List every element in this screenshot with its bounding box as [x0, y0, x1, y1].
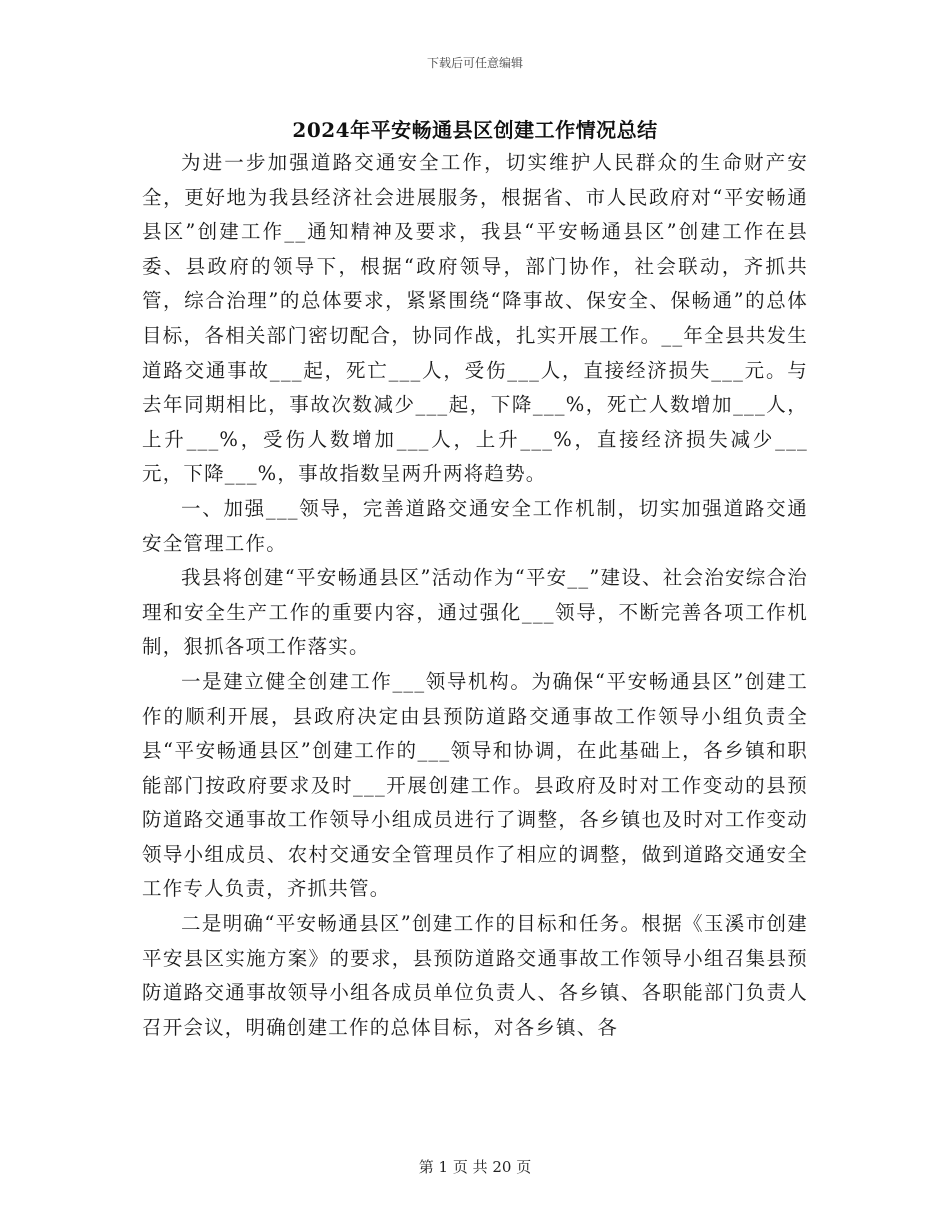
document-body — [142, 146, 808, 1045]
document-title: 2024年平安畅通县区创建工作情况总结 — [292, 118, 658, 142]
paragraph-intro: 为进一步加强道路交通安全工作，切实维护人民群众的生命财产安全，更好地为我县经济社会进展服务，根据省、市人民政府对“平安畅通县区”创建工作__通知精神及要求，我县“平安畅通县区”创建工作在县委、县政府的领导下，根据“政府领导，部门协作，社会联动，齐抓共管，综合治理”的总体要求，紧紧围绕“降事故、保安全、保畅通”的总体目标，各相关部门密切配合，协同作战，扎实开展工作。__年全县共发生道路交通事故___起，死亡___人，受伤___人，直接经济损失___元。与去年同期相比，事故次数减少___起，下降___%，死亡人数增加___人，上升___%，受伤人数增加___人，上升___%，直接经济损失减少___元，下降___%，事故指数呈两升两将趋势。 — [142, 151, 808, 486]
paragraph-point-2: 二是明确“平安畅通县区”创建工作的目标和任务。根据《玉溪市创建平安县区实施方案》的要求，县预防道路交通事故工作领导小组召集县预防道路交通事故领导小组各成员单位负责人、各乡镇、各职能部门负责人召开会议，明确创建工作的总体目标，对各乡镇、各 — [142, 912, 808, 1039]
paragraph-section-1-overview: 我县将创建“平安畅通县区”活动作为“平安__”建设、社会治安综合治理和安全生产工作的重要内容，通过强化___领导，不断完善各项工作机制，狠抓各项工作落实。 — [142, 566, 808, 659]
paragraph-point-1: 一是建立健全创建工作___领导机构。为确保“平安畅通县区”创建工作的顺利开展，县政府决定由县预防道路交通事故工作领导小组负责全县“平安畅通县区”创建工作的___领导和协调，在此基础上，各乡镇和职能部门按政府要求及时___开展创建工作。县政府及时对工作变动的县预防道路交通事故工作领导小组成员进行了调整，各乡镇也及时对工作变动领导小组成员、农村交通安全管理员作了相应的调整，做到道路交通安全工作专人负责，齐抓共管。 — [142, 669, 808, 901]
page-number: 第 1 页 共 20 页 — [418, 1158, 532, 1176]
header-note: 下载后可任意编辑 — [426, 56, 523, 70]
paragraph-section-1-heading: 一、加强___领导，完善道路交通安全工作机制，切实加强道路交通安全管理工作。 — [142, 496, 808, 555]
